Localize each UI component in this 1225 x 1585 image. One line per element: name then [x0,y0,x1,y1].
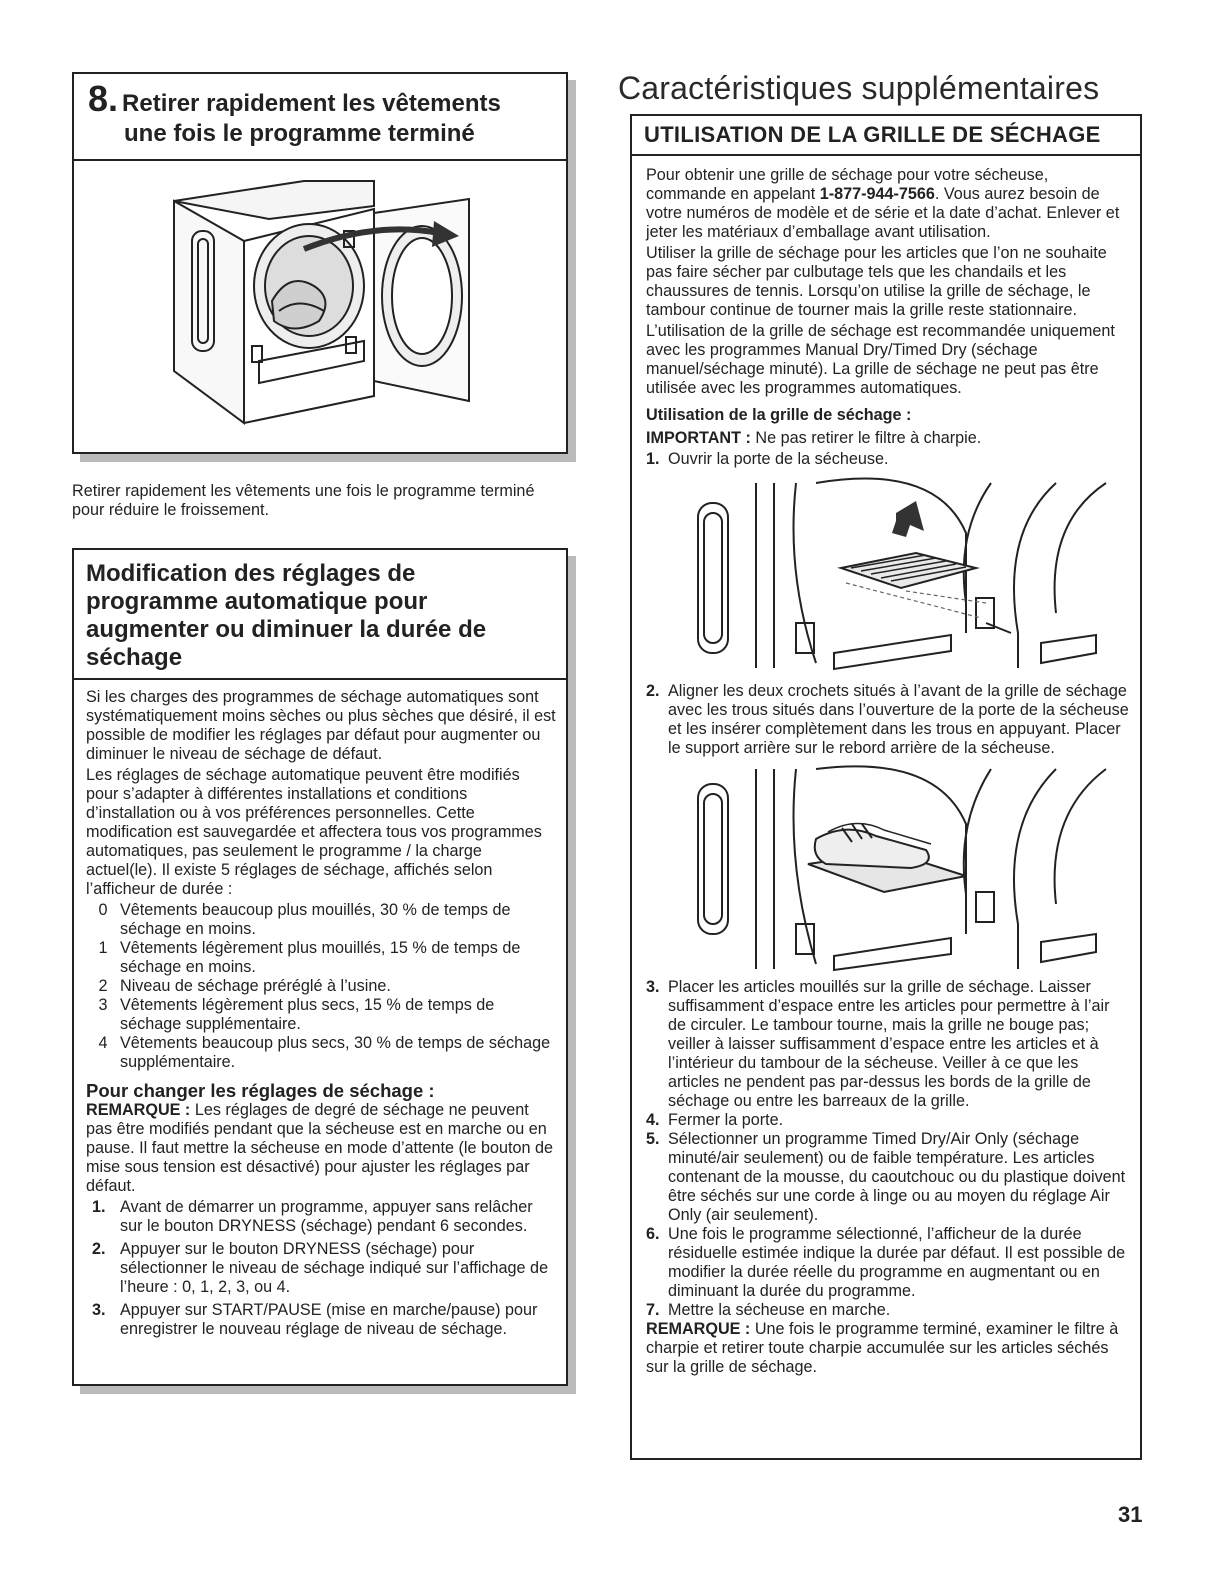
list-item: 3 Vêtements légèrement plus secs, 15 % de temps de séchage supplémentaire. [98,996,495,1033]
dryer-open-door-illustration [74,161,562,451]
step8-heading [74,74,566,161]
drying-rack-body [632,156,1140,1377]
list-item: 0 Vêtements beaucoup plus mouillés, 30 % de temps de séchage en moins. [98,901,511,938]
modification-note: REMARQUE : Les réglages de degré de séchage ne peuvent pas être modifiés pendant que la sécheuse est en marche ou en pause. Il faut mettre la sécheuse en mode d’attente (le bouton de mise sous tension est désactivé) pour ajuster les réglages par défaut. [86,1101,554,1195]
shoes-on-rack-illustration [646,764,1126,974]
modification-para1: Si les charges des programmes de séchage automatiques sont systématiquement moins sèches ou plus sèches que désiré, il est possible de modifier les réglages par défaut pour augmenter ou diminuer le niveau de séchage de défaut. [86,688,556,763]
list-item: 3. Placer les articles mouillés sur la grille de séchage. Laisser suffisamment d’espace entre les articles pour permettre à l’air de circuler. Le tambour tourne, mais la grille ne bouge pas; veiller à laisser suffisamment d’espace entre les articles et à l’intérieur du tambour de la sécheuse. Veiller à ce que les articles ne pendent pas par-dessus les bords de la grille de séchage ou entre les barreaux de la grille. [646,978,1110,1110]
list-item: 1. Ouvrir la porte de la sécheuse. [646,450,889,468]
rack-para2: Utiliser la grille de séchage pour les articles que l’on ne souhaite pas faire sécher par culbutage tels que les chandails et les chaussures de tennis. Lorsqu’on utilise la grille de séchage, le tambour continue de tourner mais la grille reste stationnaire. [646,244,1107,319]
list-item: 5. Sélectionner un programme Timed Dry/Air Only (séchage minuté/air seulement) ou de faible température. Les articles contenant de la mousse, du caoutchouc ou du plastique doivent être séchés sur une corde à linge ou au moyen du réglage Air Only (air seulement). [646,1130,1126,1224]
rack-subhead: Utilisation de la grille de séchage : [646,406,912,424]
rack-intro: Pour obtenir une grille de séchage pour votre sécheuse, commande en appelant 1-877-944-7566. Vous aurez besoin de votre numéros de modèle et de série et la date d’achat. Enlever et jeter les matériaux d’emballage avant utilisation. [646,166,1120,241]
list-item: 2. Aligner les deux crochets situés à l’avant de la grille de séchage avec les trous situés dans l’ouverture de la porte de la sécheuse et les insérer complètement dans les trous en appuyant. Placer le support arrière sur le rebord arrière de la sécheuse. [646,682,1129,757]
list-item: 2. Appuyer sur le bouton DRYNESS (séchage) pour sélectionner le niveau de séchage indiqué sur l’affichage de l’heure : 0, 1, 2, 3, ou 4. [92,1240,549,1296]
modification-box [72,548,568,1386]
dryness-levels-list [86,901,556,1072]
modification-body [74,680,566,1339]
step8-number: 8. [88,78,119,119]
list-item: 2 Niveau de séchage préréglé à l’usine. [98,977,391,995]
step8-title-line2: une fois le programme terminé [124,120,475,147]
rack-steps-after [646,978,1130,1320]
drying-rack-box [630,114,1142,1460]
list-item: 1. Avant de démarrer un programme, appuyer sans relâcher sur le bouton DRYNESS (séchage) pendant 6 secondes. [92,1198,533,1235]
rack-step2 [646,682,1130,758]
step8-caption: Retirer rapidement les vêtements une fois le programme terminé pour réduire le froissement. [72,482,535,519]
list-item: 3. Appuyer sur START/PAUSE (mise en marche/pause) pour enregistrer le nouveau réglage de niveau de séchage. [92,1301,538,1338]
page-title: Caractéristiques supplémentaires [618,70,1100,106]
step8-title-line1: Retirer rapidement les vêtements [122,90,501,117]
page-number: 31 [1118,1502,1143,1527]
list-item: 4 Vêtements beaucoup plus secs, 30 % de temps de séchage supplémentaire. [98,1034,551,1071]
modification-heading: Modification des réglages de programme automatique pour augmenter ou diminuer la durée de séchage [74,550,566,680]
modification-para2: Les réglages de séchage automatique peuvent être modifiés pour s’adapter à différentes installations et conditions d’installation ou à vos préférences personnelles. Cette modification est sauvegardée et affectera tous vos programmes automatiques, pas seulement le programme / la charge actuel(le). Il existe 5 réglages de séchage, affichés selon l’afficheur de durée : [86,766,542,898]
rack-step1 [646,450,1130,469]
change-steps-list [86,1198,556,1339]
step8-box [72,72,568,454]
rack-note: REMARQUE : Une fois le programme terminé, examiner le filtre à charpie et retirer toute charpie accumulée sur les articles séchés sur la grille de séchage. [646,1320,1119,1376]
list-item: 7. Mettre la sécheuse en marche. [646,1301,891,1319]
rack-insertion-illustration [646,473,1126,678]
rack-important: IMPORTANT : Ne pas retirer le filtre à charpie. [646,429,982,447]
change-settings-subhead: Pour changer les réglages de séchage : [86,1080,435,1101]
drying-rack-heading: UTILISATION DE LA GRILLE DE SÉCHAGE [632,116,1140,156]
rack-para3: L’utilisation de la grille de séchage est recommandée uniquement avec les programmes Manual Dry/Timed Dry (séchage manuel/séchage minuté). La grille de séchage ne peut pas être utilisée avec les programmes automatiques. [646,322,1115,397]
list-item: 1 Vêtements légèrement plus mouillés, 15 % de temps de séchage en moins. [98,939,521,976]
list-item: 4. Fermer la porte. [646,1111,784,1129]
list-item: 6. Une fois le programme sélectionné, l’afficheur de la durée résiduelle estimée indique la durée par défaut. Il est possible de modifier la durée réelle du programme en augmentant ou en diminuant la durée du programme. [646,1225,1126,1300]
